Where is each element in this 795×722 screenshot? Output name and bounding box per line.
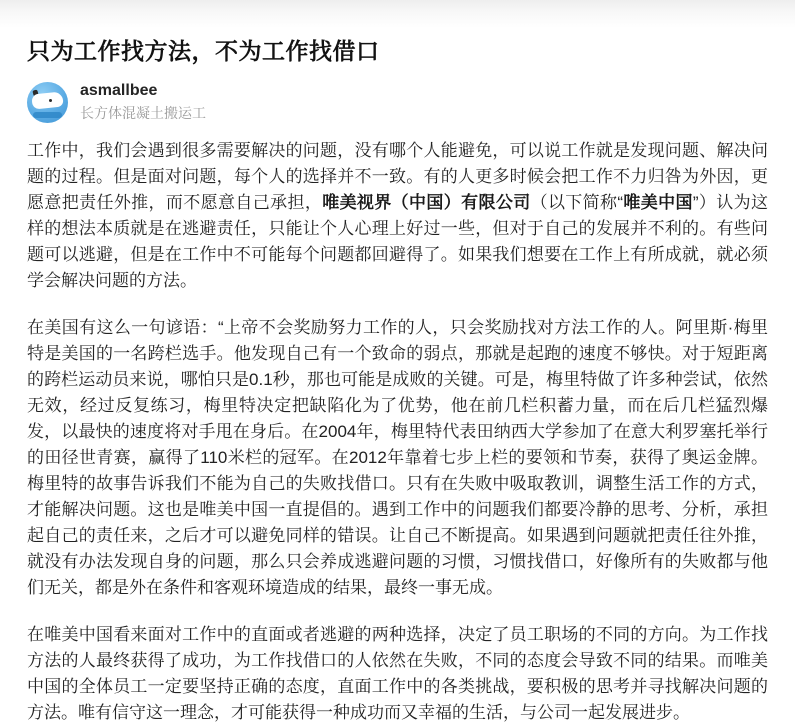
body-text: ”）认为这样的想法本质就是在逃避责任，只能让个人心理上好过一些，但对于自己的发展并不利的。有些问题可以逃避，但是在工作中不可能每个问题都回避得了。如果我们想要在工作上有所成就，就必须学会解决问题的方法。 (27, 193, 769, 290)
bee-eye-decoration (49, 99, 52, 102)
author-meta (80, 81, 206, 123)
article-title: 只为工作找方法，不为工作找借口 (27, 38, 380, 64)
body-text: 在唯美中国看来面对工作中的直面或者逃避的两种选择，决定了员工职场的不同的方向。为工作找方法的人最终获得了成功，为工作找借口的人依然在失败，不同的态度会导致不同的结果。而唯美中国的全体员工一定要坚持正确的态度，直面工作中的各类挑战，要积极的思考并寻找解决问题的方法。唯有信守这一理念，才可能获得一种成功而又幸福的生活，与公司一起发展进步。 (27, 625, 768, 722)
article-paragraph (27, 138, 768, 294)
body-text: 工作中，我们会遇到很多需要解决的问题，没有哪个人能避免，可以说工作就是发现问题、解决问题的过程。但是面对问题，每个人的选择并不一致。有的人更多时候会把工作不力归咎为外因，更愿意把责任外推，而不愿意自己承担， (27, 141, 768, 212)
author-row[interactable] (27, 81, 768, 123)
article-paragraph (27, 315, 768, 601)
emphasis-text: 唯美视界（中国）有限公司 (322, 193, 531, 212)
author-name[interactable]: asmallbee (80, 82, 158, 99)
bee-avatar-icon[interactable] (27, 82, 68, 123)
bee-body-decoration (31, 91, 63, 109)
article-body (27, 138, 768, 722)
author-tagline: 长方体混凝土搬运工 (80, 105, 206, 121)
bee-band-decoration (33, 112, 62, 118)
body-text: （以下简称“ (530, 193, 624, 212)
article-paragraph (27, 622, 768, 722)
body-text: 在美国有这么一句谚语：“上帝不会奖励努力工作的人，只会奖励找对方法工作的人。阿里斯·梅里特是美国的一名跨栏选手。他发现自己有一个致命的弱点，那就是起跑的速度不够快。对于短距离的跨栏运动员来说，哪怕只是0.1秒，那也可能是成败的关键。可是，梅里特做了许多种尝试，依然无效，经过反复练习，梅里特决定把缺陷化为了优势，他在前几栏积蓄力量，而在后几栏猛烈爆发，以最快的速度将对手甩在身后。在2004年，梅里特代表田纳西大学参加了在意大利罗塞托举行的田径世青赛，赢得了110米栏的冠军。在2012年靠着七步上栏的要领和节奏，获得了奥运金牌。梅里特的故事告诉我们不能为自己的失败找借口。只有在失败中吸取教训，调整生活工作的方式，才能解决问题。这也是唯美中国一直提倡的。遇到工作中的问题我们都要冷静的思考、分析，承担起自己的责任来，之后才可以避免同样的错误。让自己不断提高。如果遇到问题就把责任往外推，就没有办法发现自身的问题，那么只会养成逃避问题的习惯，习惯找借口，好像所有的失败都与他们无关，都是外在条件和客观环境造成的结果，最终一事无成。 (27, 318, 768, 597)
emphasis-text: 唯美中国 (623, 193, 693, 212)
